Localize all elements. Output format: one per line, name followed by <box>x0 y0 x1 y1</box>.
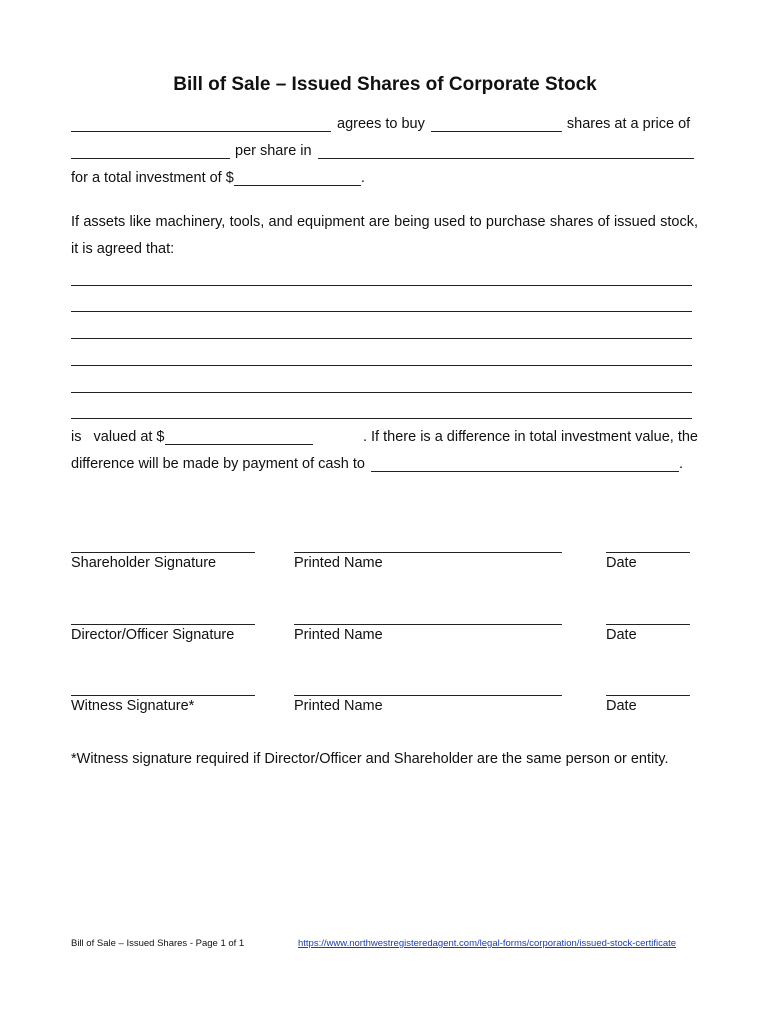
valued-at-text: is valued at $ <box>71 429 165 445</box>
shareholder-signature-line[interactable] <box>71 552 255 553</box>
valued-at-line <box>71 429 698 445</box>
difference-cash-text: difference will be made by payment of cash to <box>71 456 365 472</box>
witness-printed-name-label: Printed Name <box>294 698 383 714</box>
witness-note: *Witness signature required if Director/Officer and Shareholder are the same person or entity. <box>71 751 669 767</box>
difference-text: . If there is a difference in total investment value, the <box>362 429 698 445</box>
document-title: Bill of Sale – Issued Shares of Corporate Stock <box>173 74 597 95</box>
difference-period: . <box>678 456 683 472</box>
total-investment-blank[interactable] <box>234 171 361 186</box>
price-per-share-blank[interactable] <box>71 144 230 159</box>
asset-description-line[interactable] <box>71 365 692 366</box>
total-investment-period: . <box>360 170 365 186</box>
total-investment-line <box>71 170 698 186</box>
price-line <box>71 143 698 159</box>
shareholder-printed-name-line[interactable] <box>294 552 562 553</box>
asset-description-line[interactable] <box>71 392 692 393</box>
witness-date-line[interactable] <box>606 695 690 696</box>
asset-description-line[interactable] <box>71 418 692 419</box>
shareholder-printed-name-label: Printed Name <box>294 555 383 571</box>
shares-at-price-text: shares at a price of <box>566 116 691 132</box>
agrees-to-buy-text: agrees to buy <box>337 116 425 132</box>
asset-value-blank[interactable] <box>165 430 313 445</box>
buyer-name-blank[interactable] <box>71 117 331 132</box>
director-date-label: Date <box>606 627 637 643</box>
share-count-blank[interactable] <box>431 117 562 132</box>
per-share-in-text: per share in <box>235 143 312 159</box>
witness-signature-line[interactable] <box>71 695 255 696</box>
asset-description-line[interactable] <box>71 311 692 312</box>
buyer-line <box>71 116 698 132</box>
witness-printed-name-line[interactable] <box>294 695 562 696</box>
director-printed-name-label: Printed Name <box>294 627 383 643</box>
footer-url-link[interactable]: https://www.northwestregisteredagent.com/legal-forms/corporation/issued-stock-certificate <box>298 938 677 949</box>
director-date-line[interactable] <box>606 624 690 625</box>
shareholder-date-line[interactable] <box>606 552 690 553</box>
corporation-name-blank[interactable] <box>318 144 694 159</box>
assets-paragraph: If assets like machinery, tools, and equipment are being used to purchase shares of issued stock, it is agreed that: <box>71 214 698 257</box>
director-printed-name-line[interactable] <box>294 624 562 625</box>
witness-signature-label: Witness Signature* <box>71 698 195 714</box>
difference-line <box>71 456 698 472</box>
footer-page-label: Bill of Sale – Issued Shares - Page 1 of 1 <box>71 938 245 949</box>
director-signature-line[interactable] <box>71 624 255 625</box>
shareholder-date-label: Date <box>606 555 637 571</box>
shareholder-signature-label: Shareholder Signature <box>71 555 217 571</box>
total-investment-text: for a total investment of $ <box>71 170 234 186</box>
director-signature-label: Director/Officer Signature <box>71 627 235 643</box>
asset-description-line[interactable] <box>71 285 692 286</box>
asset-description-line[interactable] <box>71 338 692 339</box>
cash-recipient-blank[interactable] <box>371 457 679 472</box>
witness-date-label: Date <box>606 698 637 714</box>
